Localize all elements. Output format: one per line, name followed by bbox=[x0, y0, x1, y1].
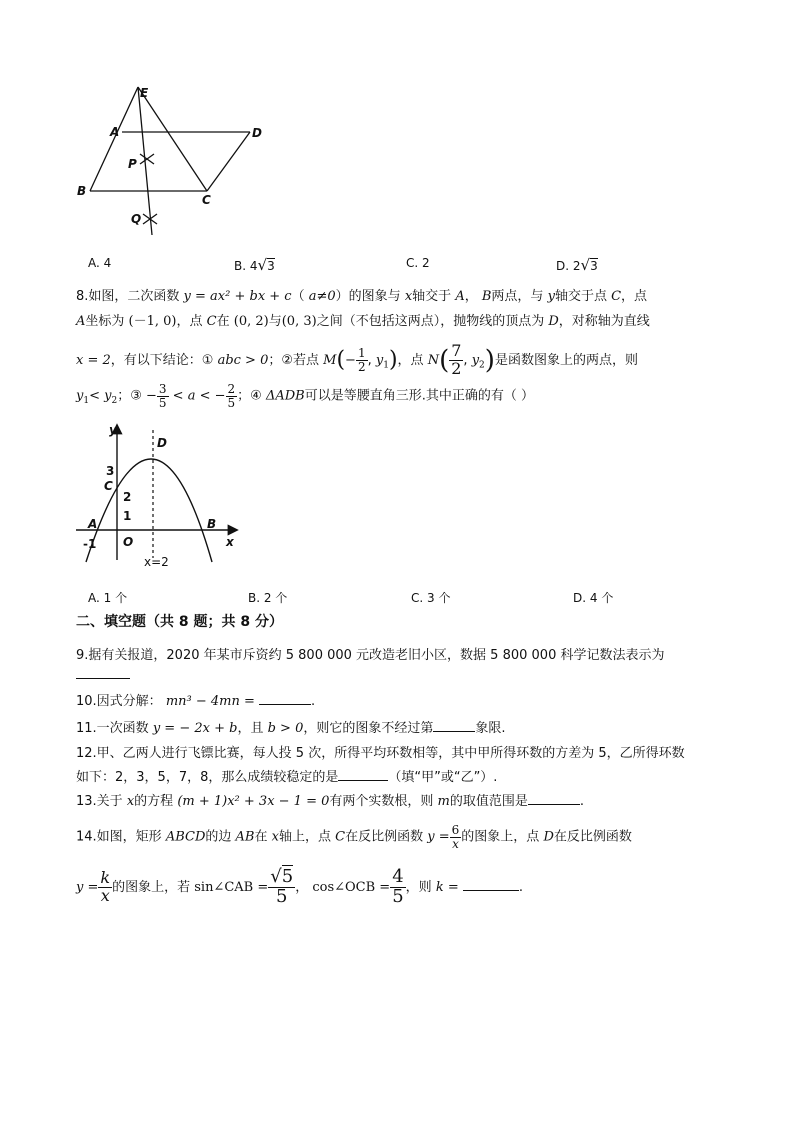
var-y2: y bbox=[471, 352, 480, 368]
point-d: D bbox=[543, 829, 554, 845]
q8-condition: a≠0 bbox=[308, 289, 336, 304]
label-2: 2 bbox=[123, 490, 132, 504]
q11-text: 象限. bbox=[475, 721, 506, 736]
q11-condition: b > 0 bbox=[267, 721, 304, 736]
q13-equation: (m + 1)x² + 3x − 1 = 0 bbox=[177, 794, 330, 809]
point-d: D bbox=[548, 314, 559, 329]
label-q: Q bbox=[131, 212, 142, 226]
rect-abcd: ABCD bbox=[165, 829, 206, 845]
q7-option-d[interactable] bbox=[556, 256, 598, 274]
minus-sign: − bbox=[345, 352, 356, 368]
fraction-25 bbox=[226, 383, 238, 409]
q8-text: ，对称轴为直线 bbox=[558, 314, 650, 329]
q14-text: 的图象上，点 bbox=[461, 829, 540, 845]
frac-num: 6 bbox=[451, 823, 460, 837]
sqrt-icon: √ bbox=[580, 256, 591, 274]
q8-text: 两点，与 bbox=[491, 289, 544, 304]
frac-num: 2 bbox=[227, 382, 236, 396]
fraction-72 bbox=[449, 343, 463, 378]
cos-expression: cos∠OCB = bbox=[312, 880, 391, 895]
q10-answer-blank[interactable] bbox=[259, 692, 311, 705]
point-c: C bbox=[335, 829, 346, 845]
q12-line-1: 12.甲、乙两人进行飞镖比赛，每人投 5 次，所得平均环数相等，其中甲所得环数的方差为 5，乙所得环数 bbox=[76, 746, 685, 761]
var-x: x bbox=[404, 289, 413, 304]
frac-num: 3 bbox=[158, 382, 167, 396]
segment-ec bbox=[138, 87, 207, 191]
q14-text: 在 bbox=[254, 829, 268, 845]
q8-line-4: $y_1< y_2$；③ − $\frac{3}{5}$ < a < − $\frac{2}{5}$ ；④ ΔADB可以是等腰直角三形.其中正确的有（ ） bbox=[76, 382, 534, 410]
point-m: M bbox=[323, 352, 337, 368]
label-1: 1 bbox=[123, 509, 132, 523]
q14-text: ， bbox=[295, 880, 309, 895]
frac-den: 5 bbox=[227, 395, 236, 410]
q14-text: 轴上，点 bbox=[279, 829, 332, 845]
paren-close: ) bbox=[388, 347, 398, 373]
q14-line-1 bbox=[76, 824, 632, 851]
segment-dc bbox=[207, 132, 250, 191]
q8-text: 之间（不包括这两点），抛物线的顶点为 bbox=[316, 314, 545, 329]
q8-option-b[interactable]: B. 2 个 bbox=[248, 591, 288, 605]
q12-text: （填“甲”或“乙”）. bbox=[388, 770, 498, 785]
coord-03: (0, 3) bbox=[281, 314, 317, 329]
q13-text: 的方程 bbox=[134, 794, 174, 809]
label-b: B bbox=[77, 184, 87, 198]
var-x: x bbox=[126, 794, 135, 809]
var-m: m bbox=[437, 794, 450, 809]
q8-number: 8.如图，二次函数 bbox=[76, 289, 180, 304]
fraction-35 bbox=[157, 383, 169, 409]
point-c: C bbox=[611, 289, 622, 304]
q8-text: ；③ bbox=[117, 388, 142, 404]
q14-text: 的边 bbox=[205, 829, 232, 845]
point-b: B bbox=[481, 289, 492, 304]
q11-answer-blank[interactable] bbox=[433, 719, 475, 732]
q8-text: ；④ bbox=[237, 388, 262, 404]
fraction-6x bbox=[450, 824, 462, 850]
frac-num: 4 bbox=[392, 866, 404, 888]
q8-option-d[interactable]: D. 4 个 bbox=[573, 591, 614, 605]
q11-expression: y = − 2x + b bbox=[152, 721, 238, 736]
label-a: A bbox=[88, 517, 98, 531]
q8-text: ，点 bbox=[397, 352, 424, 368]
label-minus1: -1 bbox=[83, 537, 97, 551]
q8-text: 与 bbox=[268, 314, 282, 329]
label-e: E bbox=[140, 86, 149, 100]
side-ab: AB bbox=[235, 829, 255, 845]
fraction-sin bbox=[268, 868, 295, 907]
q10-expression: mn³ − 4mn = bbox=[165, 694, 255, 709]
q12-answer-blank[interactable] bbox=[338, 768, 388, 781]
label-c: C bbox=[202, 193, 211, 207]
fraction-cos bbox=[390, 868, 405, 907]
q7-option-d-radicand: 3 bbox=[590, 259, 598, 273]
parabola-curve bbox=[86, 459, 212, 562]
section-heading: 二、填空题（共 8 题；共 8 分） bbox=[76, 614, 283, 630]
q14-period: . bbox=[518, 880, 523, 895]
var-x: x bbox=[271, 829, 279, 845]
q8-text: 轴交于 bbox=[412, 289, 452, 304]
q14-text: 的图象上，若 bbox=[112, 880, 191, 895]
q11-text: ，且 bbox=[237, 721, 264, 736]
q8-figure bbox=[76, 420, 248, 570]
sqrt-icon: √ bbox=[257, 256, 268, 274]
frac-num: 1 bbox=[357, 346, 366, 361]
paren-open: ( bbox=[439, 345, 450, 376]
q8-text: 轴交于点 bbox=[554, 289, 607, 304]
label-3: 3 bbox=[106, 464, 115, 478]
point-a: A bbox=[76, 314, 86, 329]
q12-text: 如下：2，3，5，7，8，那么成绩较稳定的是 bbox=[76, 770, 339, 785]
var-k: k = bbox=[435, 880, 459, 895]
paren-open: ( bbox=[336, 347, 346, 373]
var-y: y = bbox=[76, 880, 99, 895]
q13-prefix: 13.关于 bbox=[76, 794, 123, 809]
q9-answer-blank[interactable] bbox=[76, 666, 130, 683]
label-a: A bbox=[110, 125, 120, 139]
q10-prefix: 10.因式分解： bbox=[76, 694, 162, 709]
segment-eb bbox=[90, 87, 138, 191]
label-d: D bbox=[157, 436, 167, 450]
q8-line-3: x = 2，有以下结论：① abc > 0；②若点 M(− $\frac{1}{2}$ , $y_1$)，点 N( $\frac{7}{2}$ , $y_2$)是函数图象上的两点，则 bbox=[76, 341, 638, 378]
q9-text: 9.据有关报道，2020 年某市斥资约 5 800 000 元改造老旧小区，数据 5 800 000 科学记数法表示为 bbox=[76, 648, 665, 663]
q10-line bbox=[76, 692, 315, 712]
frac-den: 5 bbox=[392, 886, 404, 907]
q8-text: 在 bbox=[216, 314, 230, 329]
sin-radicand: 5 bbox=[281, 866, 294, 888]
q13-line bbox=[76, 792, 584, 812]
conclusion-1: abc > 0 bbox=[217, 352, 269, 368]
q8-option-a[interactable]: A. 1 个 bbox=[88, 591, 128, 605]
q8-text: ，有以下结论：① bbox=[110, 352, 214, 368]
paren-close: ) bbox=[484, 345, 495, 376]
q14-answer-blank[interactable] bbox=[463, 878, 519, 891]
label-d: D bbox=[252, 126, 262, 140]
minus-sign: − bbox=[146, 388, 157, 404]
q7-option-b-radicand: 3 bbox=[267, 259, 275, 273]
minus-sign: − bbox=[214, 388, 226, 404]
q8-text: ；②若点 bbox=[268, 352, 319, 368]
fraction-kx bbox=[98, 870, 112, 905]
coord-a: (－1, 0) bbox=[128, 314, 177, 329]
point-n: N bbox=[427, 352, 440, 368]
q11-text: ，则它的图象不经过第 bbox=[303, 721, 434, 736]
q8-option-c[interactable]: C. 3 个 bbox=[411, 591, 451, 605]
q8-function-expr: y = ax² + bx + c bbox=[183, 289, 292, 304]
var-y1: y bbox=[375, 352, 384, 368]
label-x: x bbox=[226, 535, 234, 549]
q7-option-a[interactable]: A. 4 bbox=[88, 256, 112, 270]
q11-prefix: 11.一次函数 bbox=[76, 721, 149, 736]
var-y: y = bbox=[427, 829, 450, 845]
q7-option-c[interactable]: C. 2 bbox=[406, 256, 430, 270]
q13-text: 有两个实数根，则 bbox=[329, 794, 434, 809]
frac-num: 7 bbox=[451, 341, 462, 360]
q13-period: . bbox=[579, 794, 585, 809]
frac-den: 5 bbox=[158, 395, 167, 410]
label-p: P bbox=[128, 157, 137, 171]
coord-02: (0, 2) bbox=[233, 314, 269, 329]
q8-text: ，点 bbox=[176, 314, 203, 329]
q14-text: 在反比例函数 bbox=[345, 829, 424, 845]
frac-den: x bbox=[452, 836, 459, 851]
frac-den: 2 bbox=[451, 358, 462, 378]
sqrt-icon: √ bbox=[270, 866, 282, 888]
q7-option-b[interactable] bbox=[234, 256, 275, 274]
q7-option-b-text: B. 4 bbox=[234, 259, 258, 273]
q11-line bbox=[76, 719, 506, 739]
q14-line-2 bbox=[76, 866, 523, 910]
frac-den: 5 bbox=[275, 886, 288, 907]
q8-text: 可以是等腰直角三形.其中正确的有（ ） bbox=[304, 388, 534, 404]
label-o: O bbox=[123, 535, 134, 549]
q7-figure bbox=[70, 82, 260, 242]
q8-line-2 bbox=[76, 312, 650, 332]
q7-option-d-text: D. 2 bbox=[556, 259, 581, 273]
point-a: A bbox=[455, 289, 465, 304]
q14-prefix: 14.如图，矩形 bbox=[76, 829, 162, 845]
q14-text: ，则 bbox=[405, 880, 432, 895]
point-c: C bbox=[206, 314, 217, 329]
var-y: y bbox=[547, 289, 555, 304]
label-y: y bbox=[109, 423, 117, 437]
q8-text: 的图象与 bbox=[348, 289, 401, 304]
q8-line-1: 8.如图，二次函数 y = ax² + bx + c（ a≠0）的图象与 x轴交于 A， B两点，与 y轴交于点 C，点 bbox=[76, 289, 648, 304]
fraction-half bbox=[356, 347, 368, 373]
frac-num: k bbox=[100, 868, 111, 888]
q10-period: . bbox=[311, 694, 316, 709]
frac-den: x bbox=[100, 886, 110, 905]
q14-text: 在反比例函数 bbox=[553, 829, 632, 845]
var-y1: y bbox=[76, 388, 84, 404]
q13-text: 的取值范围是 bbox=[449, 794, 528, 809]
label-b: B bbox=[207, 517, 217, 531]
q8-text: 坐标为 bbox=[85, 314, 125, 329]
axis-eq: x = 2 bbox=[76, 352, 111, 368]
q13-answer-blank[interactable] bbox=[528, 792, 580, 805]
q8-text: 是函数图象上的两点，则 bbox=[494, 352, 638, 368]
q12-line-2 bbox=[76, 768, 497, 788]
sin-expression: sin∠CAB = bbox=[194, 880, 269, 895]
label-axis: x=2 bbox=[144, 555, 169, 569]
label-c: C bbox=[104, 479, 113, 493]
q8-text: ，点 bbox=[621, 289, 648, 304]
frac-den: 2 bbox=[357, 359, 366, 374]
triangle-adb: ΔADB bbox=[265, 388, 305, 404]
